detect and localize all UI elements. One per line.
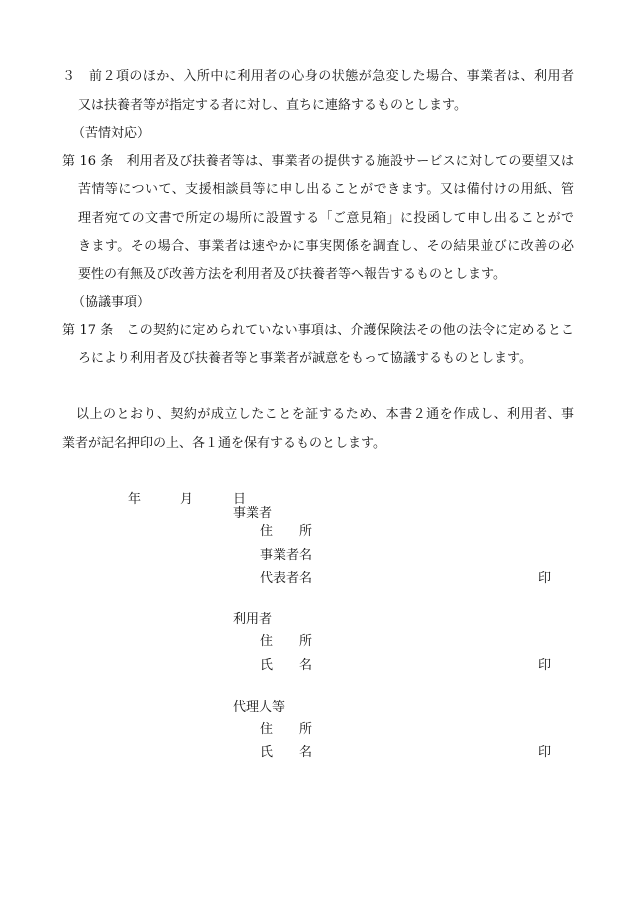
user-seal: 印 bbox=[538, 658, 552, 673]
date-month: 月 bbox=[180, 492, 194, 507]
agent-address-label: 住 所 bbox=[260, 722, 313, 737]
clause3-line2: 又は扶養者等が指定する者に対し、直ちに連絡するものとします。 bbox=[78, 98, 467, 113]
provider-rep-label: 代表者名 bbox=[260, 571, 313, 586]
article17-line2: ろにより利用者及び扶養者等と事業者が誠意をもって協議するものとします。 bbox=[78, 351, 532, 366]
article17-line1: 第 17 条 この契約に定められていない事項は、介護保険法その他の法令に定めるとこ bbox=[62, 323, 574, 338]
provider-name-label: 事業者名 bbox=[260, 548, 313, 563]
date-year: 年 bbox=[128, 492, 142, 507]
agent-name-label: 氏 名 bbox=[260, 745, 313, 760]
article16-heading: （苦情対応） bbox=[72, 126, 151, 141]
provider-address-label: 住 所 bbox=[260, 524, 313, 539]
date-day: 日 bbox=[233, 492, 247, 507]
provider-title: 事業者 bbox=[233, 506, 273, 521]
article16-line1: 第 16 条 利用者及び扶養者等は、事業者の提供する施設サービスに対しての要望又は bbox=[62, 154, 574, 169]
user-title: 利用者 bbox=[233, 612, 273, 627]
article16-line3: 理者宛ての文書で所定の場所に設置する「ご意見箱」に投函して申し出ることがで bbox=[78, 211, 574, 226]
closing-line1: 以上のとおり、契約が成立したことを証するため、本書２通を作成し、利用者、事 bbox=[76, 407, 574, 422]
provider-seal: 印 bbox=[538, 571, 552, 586]
user-name-label: 氏 名 bbox=[260, 658, 313, 673]
agent-seal: 印 bbox=[538, 745, 552, 760]
article17-heading: （協議事項） bbox=[72, 295, 151, 310]
clause3-line1: ３ 前２項のほか、入所中に利用者の心身の状態が急変した場合、事業者は、利用者 bbox=[62, 69, 574, 84]
closing-line2: 業者が記名押印の上、各１通を保有するものとします。 bbox=[62, 436, 386, 451]
agent-title: 代理人等 bbox=[233, 700, 286, 715]
user-address-label: 住 所 bbox=[260, 634, 313, 649]
article16-line2: 苦情等について、支援相談員等に申し出ることができます。又は備付けの用紙、管 bbox=[78, 182, 574, 197]
article16-line5: 要性の有無及び改善方法を利用者及び扶養者等へ報告するものとします。 bbox=[78, 267, 506, 282]
article16-line4: きます。その場合、事業者は速やかに事実関係を調査し、その結果並びに改善の必 bbox=[78, 239, 574, 254]
